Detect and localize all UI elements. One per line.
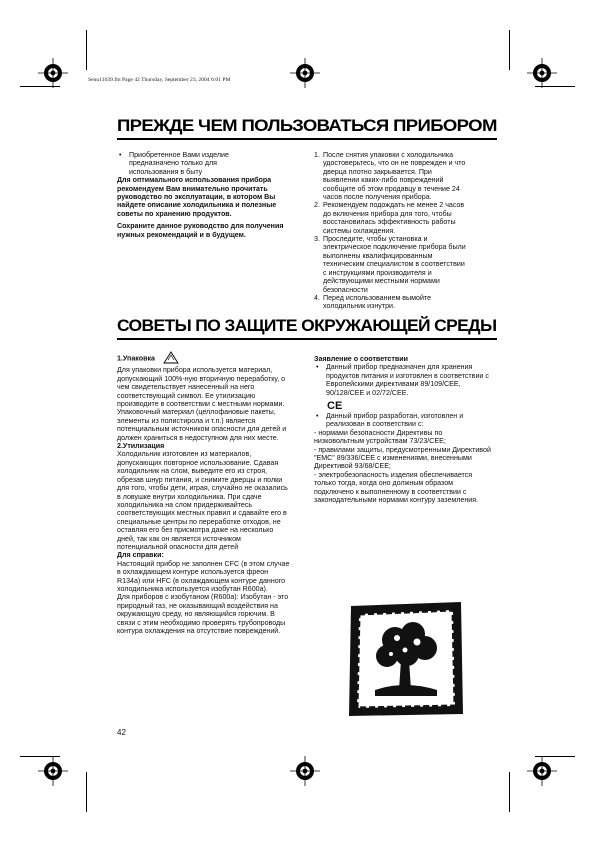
print-header-line: Seuu11039.fm Page 42 Thursday, September 23, 2004 6:01 PM xyxy=(88,77,231,83)
step-item: 3. Проследите, чтобы установка и электрическое подключение прибора были выполнены квалифицированным техническим специалистом в соответствии с инструкциями производителя и действующими местными нормами безопасности xyxy=(314,235,466,294)
section-rule xyxy=(117,338,497,340)
conformity-bullet-design: • Данный прибор разработан, изготовлен и реализован в соответствии с: xyxy=(314,412,494,429)
disposal-text: Холодильник изготовлен из материалов, допускающих повторное использование. Сдавая холодильник на слом, выведите его из строя, обрезав шнур питания, и снимите дверцы и полки для того, чтобы дети, играя, случайно не оказались в ловушке внутри холодильника. При сдаче холодильника на слом придерживайтесь соответствующих местных правил и сдавайте его в специальные центры по переработке отходов, не оставляя его без присмотра даже на несколько дней, так как он является источником потенциальной опасности для детей xyxy=(117,450,288,551)
before-use-left-column xyxy=(117,151,290,239)
conformity-heading: Заявление о соответствии xyxy=(314,355,408,363)
conformity-bullet-food: • Данный прибор предназначен для хранения продуктов питания и изготовлен в соответствии с Европейскими директивами 89/109/CEE, 90/128/CEE и 02/72/CEE. xyxy=(314,363,494,397)
section-rule xyxy=(117,138,497,140)
crop-mark xyxy=(20,756,60,757)
registration-mark-bottom-left xyxy=(38,756,68,786)
registration-mark-top-left xyxy=(38,58,68,88)
step-item: 2. Рекомендуем подождать не менее 2 часов до включения прибора для того, чтобы восстановилась эффективность работы системы охлаждения. xyxy=(314,201,465,235)
packaging-text: Для упаковки прибора используется материал, допускающий 100%-ную вторичную переработку, о чем свидетельствует нанесенный на него соответствующий символ. Ее утилизацию производите в соответствии с местными нормами. Упаковочный материал (целлофановые пакеты, элементы из полистирола и т.п.) является потенциальным источником опасности для детей и должен храниться в недоступном для них месте. xyxy=(117,366,287,442)
registration-mark-top-right xyxy=(527,58,557,88)
step-item: 1. После снятия упаковки с холодильника удостоверьтесь, что он не поврежден и что дверца плотно закрывается. При выявлении каких-либо повреждений сообщите об этом продавцу в течение 24 часов после получения прибора. xyxy=(314,151,466,202)
keep-manual-note: Сохраните данное руководство для получения нужных рекомендаций и в будущем. xyxy=(117,222,284,239)
crop-mark xyxy=(86,772,87,812)
environment-right-column xyxy=(314,355,494,505)
step-item: 4. Перед использованием вымойте холодильник изнутри. xyxy=(314,293,432,311)
crop-mark xyxy=(509,772,510,812)
crop-mark xyxy=(20,86,60,87)
refrigerant-text: Настоящий прибор не заполнен CFC (в этом случае в охлаждающем контуре используется фреон R134a) или HFC (в охлаждающем контуре данного холодильника используется изобутан R600a). xyxy=(117,559,290,593)
read-manual-note: Для оптимального использования прибора рекомендуем Вам внимательно прочитать руководство по эксплуатации, в котором Вы найдете описание холодильника и полезные советы по хранению продуктов. xyxy=(117,176,277,218)
page-number: 42 xyxy=(117,728,126,737)
reference-heading: Для справки: xyxy=(117,551,164,560)
recycle-icon xyxy=(163,351,179,366)
eco-tree-illustration xyxy=(345,598,467,718)
registration-mark-bottom-right xyxy=(527,756,557,786)
packaging-heading: 1.Упаковка xyxy=(117,354,155,363)
conformity-grounding: - электробезопасность изделия обеспечивается только тогда, когда оно должным образом подключено к выполненному в соответствии с законодательными нормами контуру заземления. xyxy=(314,470,479,505)
section-title-before-use: ПРЕЖДЕ ЧЕМ ПОЛЬЗОВАТЬСЯ ПРИБОРОМ xyxy=(117,116,497,135)
environment-left-column xyxy=(117,351,292,635)
crop-mark xyxy=(86,30,87,70)
crop-mark xyxy=(509,30,510,70)
crop-mark xyxy=(535,86,575,87)
ce-mark-icon: CE xyxy=(327,400,343,413)
registration-mark-bottom-center xyxy=(290,756,320,786)
crop-mark xyxy=(535,756,575,757)
before-use-steps xyxy=(314,151,469,311)
disposal-heading: 2.Утилизация xyxy=(117,442,165,451)
section-title-environment: СОВЕТЫ ПО ЗАЩИТЕ ОКРУЖАЮЩЕЙ СРЕДЫ xyxy=(117,316,497,335)
registration-mark-top-center xyxy=(290,58,320,88)
household-use-bullet: • Приобретенное Вами изделие предназначено только для использования в быту xyxy=(117,151,290,176)
conformity-low-voltage: - нормами безопасности Директивы по низковольтным устройствам 73/23/CEE; xyxy=(314,428,446,446)
conformity-emc: - правилами защиты, предусмотренными Директивой "ЕМС" 89/336/CEE с изменениями, внесенными Директивой 93/68/CEE; xyxy=(314,445,491,471)
isobutane-text: Для приборов с изобутаном (R600a): Изобутан - это природный газ, не оказывающий воздействия на окружающую среду, но являющийся горючим. В связи с этим необходимо проверять трубопроводы контура охлаждения на отсутствие повреждений. xyxy=(117,593,289,635)
